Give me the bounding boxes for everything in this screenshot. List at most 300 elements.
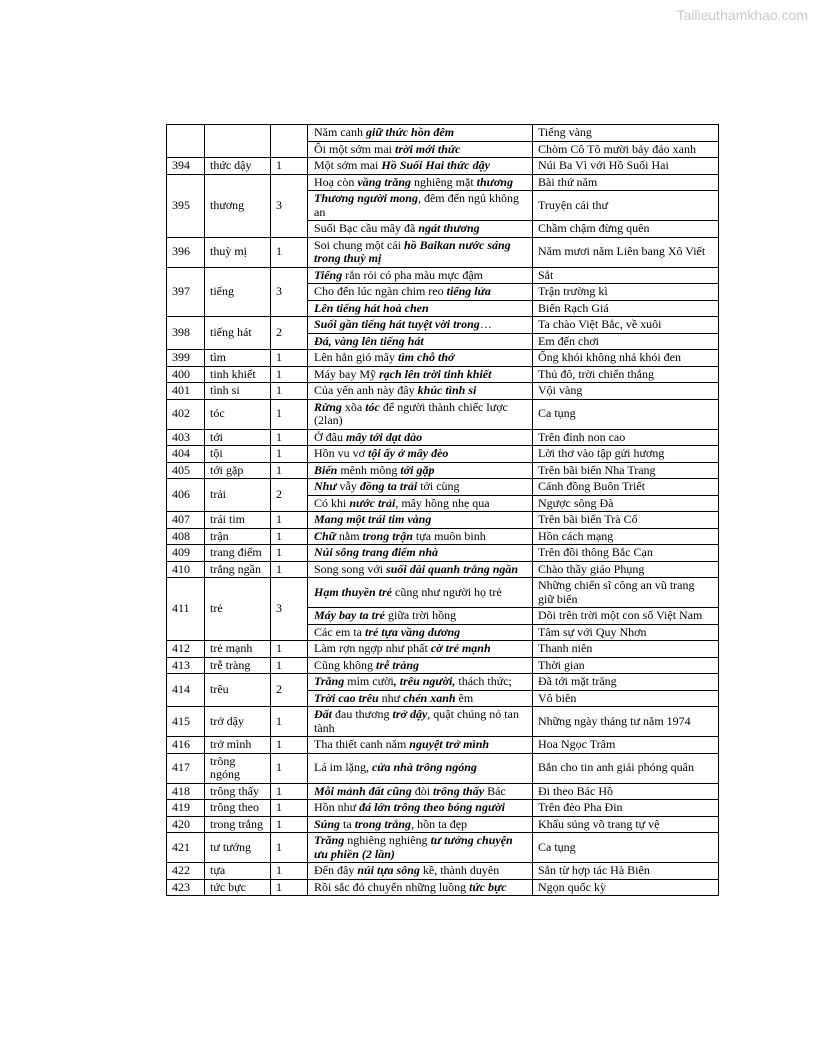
- entry-number: 423: [167, 879, 205, 896]
- source-poem: Chòm Cô Tô mười bảy đảo xanh: [533, 141, 719, 158]
- entry-number: 409: [167, 545, 205, 562]
- emphasized-text: Thương người mong: [314, 191, 418, 205]
- source-poem: Vội vàng: [533, 383, 719, 400]
- source-poem: Truyện cái thư: [533, 191, 719, 221]
- word-frequency-table: [166, 124, 719, 896]
- example-phrase: [308, 446, 533, 463]
- example-phrase: [308, 545, 533, 562]
- source-poem: Sắn từ hợp tác Hà Biên: [533, 863, 719, 880]
- example-phrase: [308, 300, 533, 317]
- plain-text: tựa muôn binh: [412, 528, 486, 543]
- source-poem: Bài thứ năm: [533, 174, 719, 191]
- entry-number: [167, 125, 205, 158]
- entry-number: 395: [167, 174, 205, 237]
- plain-text: nghiêng nghiêng: [344, 833, 431, 847]
- emphasized-text: trở dậy: [392, 707, 428, 721]
- entry-word: trắng ngần: [205, 561, 271, 578]
- example-phrase: [308, 879, 533, 896]
- emphasized-text: cờ trẻ mạnh: [430, 641, 491, 655]
- example-phrase: [308, 317, 533, 334]
- emphasized-text: vầng trăng: [357, 174, 412, 189]
- plain-text: xõa: [341, 399, 366, 414]
- plain-text: nằm: [335, 528, 363, 543]
- plain-text: Lên hẳn gió mây: [314, 350, 398, 364]
- table-row: [167, 158, 719, 175]
- example-phrase: [308, 174, 533, 191]
- emphasized-text: Hồ Suối Hai thức dậy: [381, 158, 490, 172]
- emphasized-text: đồng ta trải: [359, 479, 418, 493]
- emphasized-text: cửa nhà trông ngóng: [371, 760, 477, 775]
- plain-text: Đến đây: [314, 863, 358, 877]
- source-poem: Em đến chơi: [533, 333, 719, 350]
- table-row: [167, 674, 719, 691]
- example-phrase: [308, 158, 533, 175]
- entry-count: 2: [271, 674, 308, 707]
- example-phrase: [308, 479, 533, 496]
- entry-count: 3: [271, 267, 308, 317]
- entry-word: thức dậy: [205, 158, 271, 175]
- entry-number: 412: [167, 641, 205, 658]
- source-poem: Ống khói không nhả khói đen: [533, 350, 719, 367]
- emphasized-text: mây tới dạt dào: [346, 429, 423, 444]
- source-poem: Thanh niên: [533, 641, 719, 658]
- entry-count: 1: [271, 366, 308, 383]
- example-phrase: [308, 641, 533, 658]
- plain-text: Cho đến lúc ngàn chim reo: [314, 284, 447, 298]
- source-poem: Ngược sông Đà: [533, 495, 719, 512]
- entry-number: 405: [167, 462, 205, 479]
- entry-number: 403: [167, 429, 205, 446]
- emphasized-text: Mỗi mảnh đất cũng: [314, 783, 412, 798]
- plain-text: Ở đâu: [314, 429, 346, 444]
- entry-word: tóc: [205, 399, 271, 429]
- entry-number: 417: [167, 753, 205, 783]
- emphasized-text: hồ Baikan nước sáng trong thuỳ mị: [314, 237, 511, 265]
- entry-number: 406: [167, 479, 205, 512]
- entry-number: 407: [167, 512, 205, 529]
- emphasized-text: Máy bay ta trẻ: [314, 608, 385, 622]
- watermark: Tailieuthamkhao.com: [676, 7, 808, 23]
- entry-number: 418: [167, 783, 205, 800]
- plain-text: đau thương: [332, 707, 393, 721]
- example-phrase: [308, 366, 533, 383]
- table-row: [167, 863, 719, 880]
- plain-text: Cũng không: [314, 657, 377, 672]
- entry-word: trở dậy: [205, 707, 271, 737]
- source-poem: Núi Ba Vì với Hồ Suối Hai: [533, 158, 719, 175]
- entry-count: 1: [271, 737, 308, 754]
- entry-word: tới gặp: [205, 462, 271, 479]
- table-row: [167, 462, 719, 479]
- emphasized-text: Đá, vàng lên tiếng hát: [314, 333, 424, 348]
- plain-text: Lá im lặng,: [314, 760, 372, 775]
- emphasized-text: rạch lên trời tinh khiết: [379, 366, 492, 381]
- entry-count: 1: [271, 800, 308, 817]
- plain-text: Tha thiết canh năm: [314, 737, 410, 751]
- emphasized-text: núi tựa sông: [357, 863, 420, 877]
- entry-number: 422: [167, 863, 205, 880]
- source-poem: Những chiến sĩ công an vũ trang giữ biển: [533, 578, 719, 608]
- source-poem: Lời thơ vào tập gửi hương: [533, 446, 719, 463]
- example-phrase: [308, 753, 533, 783]
- table-row: [167, 317, 719, 334]
- example-phrase: [308, 863, 533, 880]
- entry-number: 401: [167, 383, 205, 400]
- entry-count: 1: [271, 707, 308, 737]
- plain-text: Suối Bạc cầu mây đã: [314, 221, 419, 235]
- plain-text: mỉm cười: [344, 674, 394, 688]
- emphasized-text: tới gặp: [400, 462, 435, 477]
- source-poem: Trên đồi thông Bắc Cạn: [533, 545, 719, 562]
- plain-text: Máy bay Mỹ: [314, 366, 379, 381]
- emphasized-text: trễ tràng: [376, 657, 420, 672]
- emphasized-text: Súng: [314, 816, 341, 831]
- table-row: [167, 800, 719, 817]
- entry-word: thương: [205, 174, 271, 237]
- table-row: [167, 879, 719, 896]
- source-poem: Trên đỉnh non cao: [533, 429, 719, 446]
- source-poem: Sắt: [533, 267, 719, 284]
- source-poem: Đã tới mặt trăng: [533, 674, 719, 691]
- example-phrase: [308, 125, 533, 142]
- example-phrase: [308, 816, 533, 833]
- source-poem: Ngọn quốc kỳ: [533, 879, 719, 896]
- plain-text: giữa trời hồng: [385, 608, 457, 622]
- plain-text: Của yến anh này đây: [314, 383, 418, 397]
- table-row: [167, 737, 719, 754]
- table-row: [167, 237, 719, 267]
- example-phrase: [308, 608, 533, 625]
- example-phrase: [308, 690, 533, 707]
- source-poem: Tâm sự với Quy Nhơn: [533, 624, 719, 641]
- table-row: [167, 641, 719, 658]
- plain-text: Soi chung một cái: [314, 237, 404, 252]
- plain-text: Bác: [484, 783, 506, 798]
- entry-word: trang điểm: [205, 545, 271, 562]
- table-row: [167, 578, 719, 608]
- entry-number: 398: [167, 317, 205, 350]
- entry-word: tội: [205, 446, 271, 463]
- entry-count: 1: [271, 816, 308, 833]
- example-phrase: [308, 528, 533, 545]
- example-phrase: [308, 191, 533, 221]
- entry-count: 1: [271, 753, 308, 783]
- entry-word: trải: [205, 479, 271, 512]
- entry-word: trận: [205, 528, 271, 545]
- entry-count: 2: [271, 479, 308, 512]
- entry-number: 396: [167, 237, 205, 267]
- entry-number: 415: [167, 707, 205, 737]
- emphasized-text: Mang một trái tim vàng: [314, 512, 432, 526]
- plain-text: Rồi sắc đỏ chuyển những luồng: [314, 879, 470, 894]
- example-phrase: [308, 462, 533, 479]
- entry-count: 3: [271, 174, 308, 237]
- entry-word: tức bực: [205, 879, 271, 896]
- entry-word: trong trắng: [205, 816, 271, 833]
- example-phrase: [308, 221, 533, 238]
- source-poem: Dõi trên trời một con số Việt Nam: [533, 608, 719, 625]
- emphasized-text: tội ấy ở mây đèo: [368, 446, 449, 460]
- source-poem: Hoa Ngọc Trâm: [533, 737, 719, 754]
- example-phrase: [308, 578, 533, 608]
- table-row: [167, 446, 719, 463]
- entry-count: 1: [271, 158, 308, 175]
- source-poem: Ca tụng: [533, 833, 719, 863]
- emphasized-text: Chữ: [314, 528, 336, 543]
- example-phrase: [308, 624, 533, 641]
- table-row: [167, 783, 719, 800]
- entry-number: 419: [167, 800, 205, 817]
- emphasized-text: tiếng lửa: [446, 284, 491, 298]
- entry-word: tựa: [205, 863, 271, 880]
- emphasized-text: nguyệt trở mình: [409, 737, 490, 751]
- plain-text: Năm canh: [314, 125, 366, 139]
- entry-count: 1: [271, 561, 308, 578]
- emphasized-text: thương: [476, 174, 513, 189]
- emphasized-text: Suối gần tiếng hát tuyệt vời trong: [314, 317, 480, 331]
- entry-word: tinh khiết: [205, 366, 271, 383]
- entry-word: tư tưởng: [205, 833, 271, 863]
- example-phrase: [308, 399, 533, 429]
- example-phrase: [308, 267, 533, 284]
- plain-text: , mây hồng nhẹ qua: [395, 495, 490, 510]
- entry-count: 1: [271, 429, 308, 446]
- table-row: [167, 399, 719, 429]
- emphasized-text: tức bực: [469, 879, 507, 894]
- emphasized-text: trong trắng: [354, 816, 412, 831]
- plain-text: , hồn ta đẹp: [411, 816, 468, 831]
- emphasized-text: Rừng: [314, 399, 342, 414]
- plain-text: đòi: [411, 783, 434, 798]
- entry-count: [271, 125, 308, 158]
- entry-count: 1: [271, 350, 308, 367]
- emphasized-text: nước trải: [349, 495, 396, 510]
- entry-count: 1: [271, 641, 308, 658]
- table-row: [167, 174, 719, 191]
- entry-count: 2: [271, 317, 308, 350]
- table-row: [167, 512, 719, 529]
- entry-number: 402: [167, 399, 205, 429]
- plain-text: Hồn vu vơ: [314, 446, 369, 460]
- plain-text: Song song với: [314, 561, 387, 576]
- plain-text: thách thức;: [455, 674, 512, 688]
- plain-text: như: [378, 690, 404, 705]
- emphasized-text: Trăng: [314, 674, 345, 688]
- entry-word: trái tim: [205, 512, 271, 529]
- entry-number: 420: [167, 816, 205, 833]
- example-phrase: [308, 707, 533, 737]
- example-phrase: [308, 674, 533, 691]
- entry-count: 1: [271, 237, 308, 267]
- emphasized-text: đá lớn trông theo bóng người: [359, 800, 505, 814]
- entry-number: 399: [167, 350, 205, 367]
- source-poem: Vô biên: [533, 690, 719, 707]
- entry-word: trêu: [205, 674, 271, 707]
- plain-text: ta: [340, 816, 355, 831]
- table-row: [167, 816, 719, 833]
- example-phrase: [308, 783, 533, 800]
- source-poem: Bắn cho tin anh giải phóng quân: [533, 753, 719, 783]
- source-poem: Thủ đô, trời chiến thắng: [533, 366, 719, 383]
- emphasized-text: Trời cao trêu: [314, 690, 379, 705]
- source-poem: Trên bãi biển Nha Trang: [533, 462, 719, 479]
- table-row: [167, 267, 719, 284]
- entry-count: 1: [271, 512, 308, 529]
- entry-count: 1: [271, 545, 308, 562]
- example-phrase: [308, 350, 533, 367]
- example-phrase: [308, 237, 533, 267]
- emphasized-text: , trêu người,: [393, 674, 456, 688]
- entry-word: trẻ: [205, 578, 271, 641]
- entry-word: tiếng: [205, 267, 271, 317]
- source-poem: Đi theo Bác Hồ: [533, 783, 719, 800]
- example-phrase: [308, 495, 533, 512]
- emphasized-text: giữ thức hồn đêm: [365, 125, 455, 139]
- entry-count: 1: [271, 863, 308, 880]
- entry-count: 1: [271, 783, 308, 800]
- emphasized-text: Đất: [314, 707, 332, 721]
- plain-text: rắn rỏi có pha màu mực đậm: [342, 267, 484, 282]
- emphasized-text: tóc: [365, 399, 380, 414]
- entry-word: trẻ mạnh: [205, 641, 271, 658]
- emphasized-text: trong trận: [362, 528, 413, 543]
- entry-word: trễ tràng: [205, 657, 271, 674]
- source-poem: Thời gian: [533, 657, 719, 674]
- example-phrase: [308, 800, 533, 817]
- plain-text: êm: [455, 690, 474, 705]
- entry-count: 1: [271, 383, 308, 400]
- entry-number: 400: [167, 366, 205, 383]
- example-phrase: [308, 284, 533, 301]
- entry-number: 413: [167, 657, 205, 674]
- table-row: [167, 366, 719, 383]
- plain-text: Hoạ còn: [314, 174, 358, 189]
- plain-text: tới cùng: [417, 479, 460, 493]
- source-poem: Biển Rạch Giá: [533, 300, 719, 317]
- plain-text: , đêm đến ngủ không an: [314, 191, 519, 219]
- example-phrase: [308, 561, 533, 578]
- entry-number: 416: [167, 737, 205, 754]
- table-row: [167, 707, 719, 737]
- example-phrase: [308, 833, 533, 863]
- entry-word: thuỳ mị: [205, 237, 271, 267]
- emphasized-text: Lên tiếng hát hoà chen: [314, 300, 429, 315]
- entry-number: 414: [167, 674, 205, 707]
- entry-count: 1: [271, 833, 308, 863]
- entry-word: tình si: [205, 383, 271, 400]
- table-row: [167, 833, 719, 863]
- entry-number: 410: [167, 561, 205, 578]
- emphasized-text: suối dài quanh trắng ngần: [386, 561, 519, 576]
- source-poem: Tiếng vàng: [533, 125, 719, 142]
- entry-word: trông thấy: [205, 783, 271, 800]
- table-row: [167, 561, 719, 578]
- table-row: [167, 479, 719, 496]
- table-row: [167, 383, 719, 400]
- plain-text: kề, thành duyên: [419, 863, 500, 877]
- entry-word: trông ngóng: [205, 753, 271, 783]
- table-row: [167, 657, 719, 674]
- entry-number: 421: [167, 833, 205, 863]
- entry-count: 3: [271, 578, 308, 641]
- entry-word: tiếng hát: [205, 317, 271, 350]
- entry-word: [205, 125, 271, 158]
- emphasized-text: Tiếng: [314, 267, 343, 282]
- emphasized-text: trẻ tựa vầng dương: [364, 624, 461, 639]
- source-poem: Chào thầy giáo Phụng: [533, 561, 719, 578]
- table-row: [167, 350, 719, 367]
- entry-count: 1: [271, 657, 308, 674]
- plain-text: Làm rợn ngợp như phất: [314, 641, 431, 655]
- source-poem: Những ngày tháng tư năm 1974: [533, 707, 719, 737]
- plain-text: Một sớm mai: [314, 158, 382, 172]
- table-row: [167, 528, 719, 545]
- source-poem: Ta chào Việt Bắc, về xuôi: [533, 317, 719, 334]
- plain-text: để người thành chiếc lược (2lan): [314, 399, 508, 427]
- emphasized-text: ngát thương: [418, 221, 480, 235]
- example-phrase: [308, 141, 533, 158]
- table-row: [167, 545, 719, 562]
- entry-number: 411: [167, 578, 205, 641]
- example-phrase: [308, 737, 533, 754]
- plain-text: Các em ta: [314, 624, 365, 639]
- emphasized-text: chén xanh: [403, 690, 456, 705]
- plain-text: Hồn như: [314, 800, 360, 814]
- example-phrase: [308, 383, 533, 400]
- source-poem: Trận trường kì: [533, 284, 719, 301]
- emphasized-text: trông thấy: [433, 783, 485, 798]
- entry-count: 1: [271, 528, 308, 545]
- emphasized-text: Hạm thuyền trẻ: [314, 584, 393, 599]
- plain-text: nghiêng mặt: [411, 174, 477, 189]
- emphasized-text: tìm chỗ thở: [397, 350, 455, 364]
- entry-word: trở mình: [205, 737, 271, 754]
- plain-text: Ôi một sớm mai: [314, 141, 396, 156]
- entry-number: 394: [167, 158, 205, 175]
- source-poem: Khẩu súng võ trang tự vệ: [533, 816, 719, 833]
- entry-word: tìm: [205, 350, 271, 367]
- source-poem: Cánh đồng Buôn Triết: [533, 479, 719, 496]
- entry-number: 397: [167, 267, 205, 317]
- source-poem: Trên đèo Pha Đin: [533, 800, 719, 817]
- entry-count: 1: [271, 879, 308, 896]
- source-poem: Trên bãi biển Trà Cổ: [533, 512, 719, 529]
- plain-text: vẫy: [336, 479, 360, 493]
- table-row: [167, 753, 719, 783]
- table-row: [167, 125, 719, 142]
- plain-text: …: [479, 317, 492, 331]
- emphasized-text: Trăng: [314, 833, 345, 847]
- example-phrase: [308, 657, 533, 674]
- source-poem: Hồn cách mạng: [533, 528, 719, 545]
- entry-count: 1: [271, 462, 308, 479]
- example-phrase: [308, 333, 533, 350]
- emphasized-text: Núi sông trang điểm nhà: [314, 545, 439, 559]
- source-poem: Ca tụng: [533, 399, 719, 429]
- emphasized-text: tư tưởng chuyện ưu phiền (2 lần): [314, 833, 513, 861]
- entry-word: tới: [205, 429, 271, 446]
- plain-text: cũng như người họ trẻ: [392, 584, 502, 599]
- example-phrase: [308, 512, 533, 529]
- entry-number: 404: [167, 446, 205, 463]
- emphasized-text: Biển: [314, 462, 338, 477]
- entry-number: 408: [167, 528, 205, 545]
- emphasized-text: trời mới thức: [395, 141, 461, 156]
- source-poem: Năm mươi năm Liên bang Xô Viết: [533, 237, 719, 267]
- plain-text: mênh mông: [337, 462, 401, 477]
- example-phrase: [308, 429, 533, 446]
- entry-count: 1: [271, 399, 308, 429]
